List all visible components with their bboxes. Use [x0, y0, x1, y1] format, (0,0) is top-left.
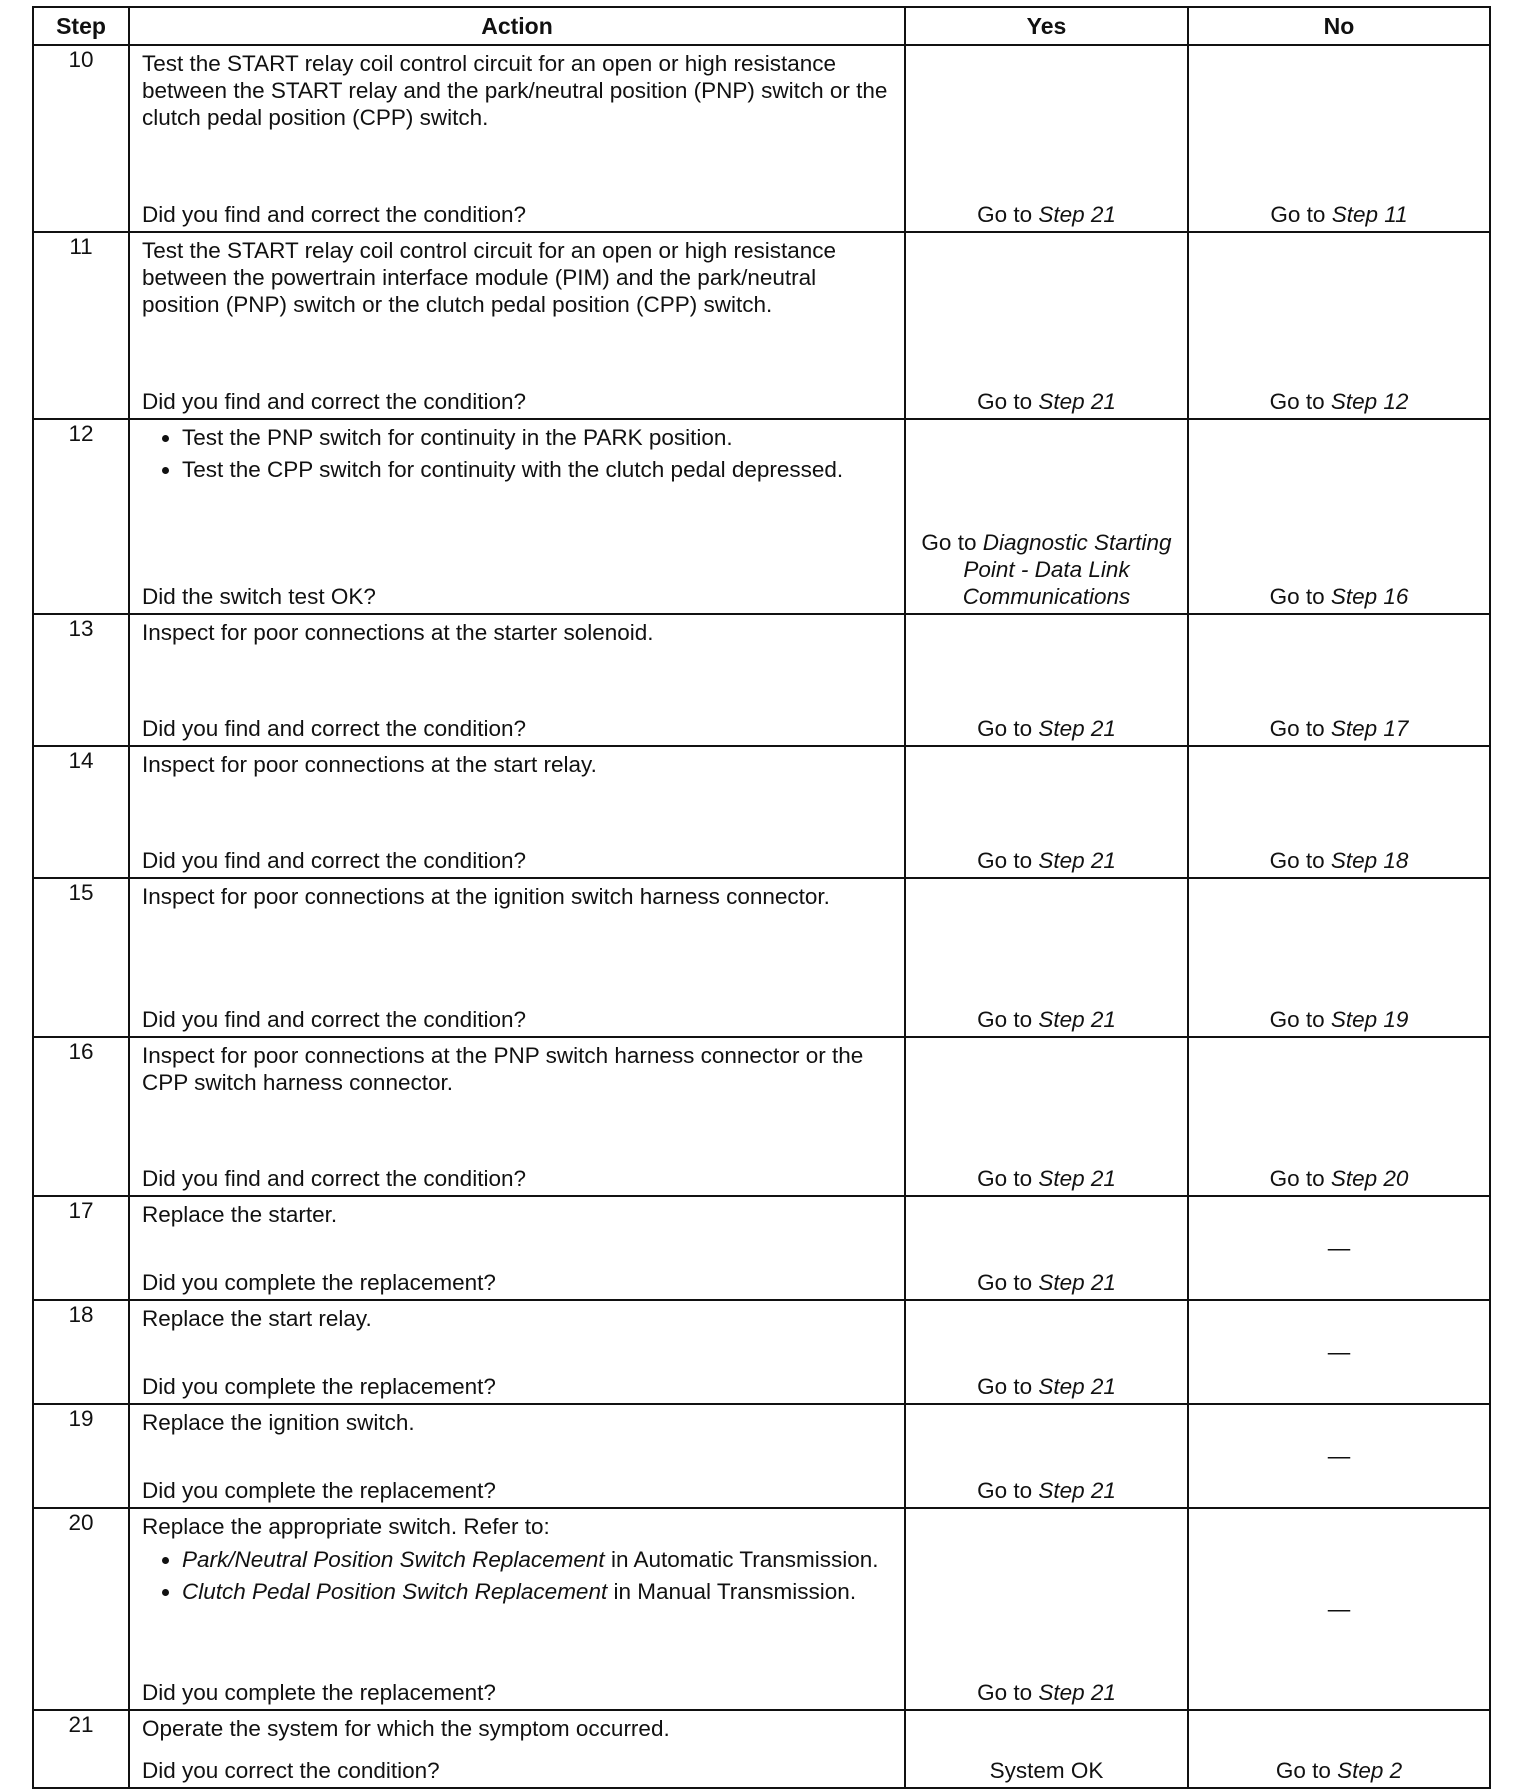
bullet-list [142, 424, 890, 483]
yes-cell [905, 419, 1188, 614]
action-cell [129, 1404, 905, 1508]
no-link[interactable]: Step 17 [1330, 716, 1409, 741]
question-text: Did you complete the replacement? [142, 1270, 496, 1295]
header-no: No [1188, 7, 1490, 45]
question-text: Did you complete the replacement? [142, 1680, 496, 1705]
no-prefix: Go to [1269, 584, 1331, 609]
no-link[interactable]: Step 19 [1330, 1007, 1409, 1032]
reference-tail: in Automatic Transmission. [604, 1547, 879, 1572]
no-link[interactable]: Step 12 [1330, 389, 1409, 414]
action-cell [129, 746, 905, 878]
bullet-item: • Test the PNP switch for continuity in the PARK position. [182, 424, 890, 451]
header-step: Step [33, 7, 129, 45]
no-link[interactable]: Step 2 [1337, 1758, 1403, 1783]
no-prefix: Go to [1275, 1758, 1338, 1783]
action-text: Inspect for poor connections at the PNP switch harness connector or the CPP switch harness connector. [142, 1043, 864, 1095]
yes-link[interactable]: Step 21 [1038, 848, 1116, 873]
no-prefix: Go to [1269, 848, 1331, 873]
yes-prefix: Go to [977, 1270, 1039, 1295]
yes-cell [905, 614, 1188, 746]
yes-link[interactable]: Step 21 [1038, 1374, 1116, 1399]
yes-cell [905, 1037, 1188, 1196]
step-number: 13 [33, 614, 129, 746]
action-cell [129, 1037, 905, 1196]
action-text: Inspect for poor connections at the starter solenoid. [142, 620, 654, 645]
no-value: — [1327, 1596, 1351, 1622]
step-number: 18 [33, 1300, 129, 1404]
table-row [33, 1037, 1490, 1196]
yes-prefix: Go to [977, 1374, 1039, 1399]
no-cell [1188, 746, 1490, 878]
action-text: Replace the starter. [142, 1202, 338, 1227]
action-text: Replace the appropriate switch. Refer to: [142, 1514, 550, 1539]
yes-link[interactable]: Step 21 [1038, 389, 1116, 414]
no-link[interactable]: Step 11 [1331, 202, 1408, 227]
no-value: — [1327, 1443, 1351, 1469]
no-link[interactable]: Step 16 [1330, 584, 1409, 609]
question-text: Did you complete the replacement? [142, 1374, 496, 1399]
action-text: Test the START relay coil control circuit for an open or high resistance between the powertrain interface module (PIM) and the park/neutral position (PNP) switch or the clutch pedal position (CPP) switch. [142, 238, 837, 317]
step-number: 20 [33, 1508, 129, 1710]
action-cell [129, 1300, 905, 1404]
step-number: 10 [33, 45, 129, 232]
no-prefix: Go to [1269, 1166, 1331, 1191]
action-cell [129, 1508, 905, 1710]
yes-prefix: Go to [977, 202, 1039, 227]
no-cell [1188, 1508, 1490, 1710]
table-row [33, 1710, 1490, 1788]
no-cell [1188, 232, 1490, 419]
bullet-item [182, 1546, 890, 1573]
bullet-item: • Test the CPP switch for continuity with the clutch pedal depressed. [182, 456, 890, 483]
step-number: 14 [33, 746, 129, 878]
yes-link[interactable]: Diagnostic Starting Point - Data Link Communications [962, 530, 1172, 609]
header-yes: Yes [905, 7, 1188, 45]
no-cell [1188, 1710, 1490, 1788]
bullet-item [182, 1578, 890, 1605]
question-text: Did the switch test OK? [142, 584, 376, 609]
bullet-list [142, 1546, 890, 1605]
reference-link[interactable]: Clutch Pedal Position Switch Replacement [182, 1579, 608, 1604]
no-value: — [1327, 1235, 1351, 1261]
yes-cell [905, 1404, 1188, 1508]
table-row [33, 1508, 1490, 1710]
no-cell [1188, 419, 1490, 614]
table-row [33, 1300, 1490, 1404]
no-link[interactable]: Step 20 [1330, 1166, 1409, 1191]
header-row [33, 7, 1490, 45]
step-number: 16 [33, 1037, 129, 1196]
yes-link[interactable]: Step 21 [1038, 1680, 1116, 1705]
question-text: Did you find and correct the condition? [142, 389, 526, 414]
step-number: 12 [33, 419, 129, 614]
no-cell [1188, 1300, 1490, 1404]
yes-cell [905, 1508, 1188, 1710]
action-text: Inspect for poor connections at the start relay. [142, 752, 597, 777]
diagnostic-table [32, 6, 1491, 1789]
yes-prefix: Go to [977, 1007, 1039, 1032]
no-prefix: Go to [1269, 1007, 1331, 1032]
yes-value: System OK [989, 1758, 1104, 1783]
yes-cell [905, 232, 1188, 419]
action-cell [129, 1196, 905, 1300]
step-number: 19 [33, 1404, 129, 1508]
action-cell [129, 232, 905, 419]
action-text: Test the START relay coil control circuit for an open or high resistance between the START relay and the park/neutral position (PNP) switch or the clutch pedal position (CPP) switch. [142, 51, 888, 130]
table-row [33, 1404, 1490, 1508]
question-text: Did you find and correct the condition? [142, 1166, 526, 1191]
yes-link[interactable]: Step 21 [1038, 1478, 1116, 1503]
no-cell [1188, 878, 1490, 1037]
question-text: Did you find and correct the condition? [142, 848, 526, 873]
question-text: Did you find and correct the condition? [142, 716, 526, 741]
yes-link[interactable]: Step 21 [1038, 1166, 1116, 1191]
step-number: 15 [33, 878, 129, 1037]
yes-cell [905, 1710, 1188, 1788]
yes-prefix: Go to [977, 848, 1039, 873]
action-cell [129, 878, 905, 1037]
yes-cell [905, 1300, 1188, 1404]
action-text: Operate the system for which the symptom occurred. [142, 1716, 670, 1741]
yes-cell [905, 878, 1188, 1037]
reference-tail: in Manual Transmission. [607, 1579, 857, 1604]
question-text: Did you find and correct the condition? [142, 202, 526, 227]
yes-prefix: Go to [921, 530, 983, 555]
action-text: Replace the start relay. [142, 1306, 372, 1331]
no-cell [1188, 1037, 1490, 1196]
yes-prefix: Go to [977, 716, 1039, 741]
yes-prefix: Go to [977, 389, 1039, 414]
question-text: Did you complete the replacement? [142, 1478, 496, 1503]
no-prefix: Go to [1269, 389, 1331, 414]
step-number: 17 [33, 1196, 129, 1300]
yes-prefix: Go to [977, 1166, 1039, 1191]
no-cell [1188, 1404, 1490, 1508]
action-cell [129, 614, 905, 746]
table-row [33, 746, 1490, 878]
action-cell [129, 419, 905, 614]
action-cell [129, 45, 905, 232]
question-text: Did you correct the condition? [142, 1758, 440, 1783]
yes-link[interactable]: Step 21 [1038, 202, 1116, 227]
table-row [33, 45, 1490, 232]
yes-link[interactable]: Step 21 [1038, 1007, 1116, 1032]
no-link[interactable]: Step 18 [1330, 848, 1409, 873]
header-action: Action [129, 7, 905, 45]
no-cell [1188, 1196, 1490, 1300]
no-prefix: Go to [1270, 202, 1332, 227]
no-cell [1188, 614, 1490, 746]
table-row [33, 419, 1490, 614]
no-cell [1188, 45, 1490, 232]
reference-link[interactable]: Park/Neutral Position Switch Replacement [182, 1547, 605, 1572]
step-number: 11 [33, 232, 129, 419]
table-row [33, 1196, 1490, 1300]
yes-cell [905, 45, 1188, 232]
yes-cell [905, 1196, 1188, 1300]
table-row [33, 614, 1490, 746]
yes-prefix: Go to [977, 1478, 1039, 1503]
question-text: Did you find and correct the condition? [142, 1007, 526, 1032]
yes-link[interactable]: Step 21 [1038, 1270, 1116, 1295]
action-text: Inspect for poor connections at the ignition switch harness connector. [142, 884, 830, 909]
table-row [33, 878, 1490, 1037]
no-prefix: Go to [1269, 716, 1331, 741]
action-cell [129, 1710, 905, 1788]
action-text: Replace the ignition switch. [142, 1410, 415, 1435]
yes-prefix: Go to [977, 1680, 1039, 1705]
yes-link[interactable]: Step 21 [1038, 716, 1116, 741]
no-value: — [1327, 1339, 1351, 1365]
table-row [33, 232, 1490, 419]
step-number: 21 [33, 1710, 129, 1788]
yes-cell [905, 746, 1188, 878]
